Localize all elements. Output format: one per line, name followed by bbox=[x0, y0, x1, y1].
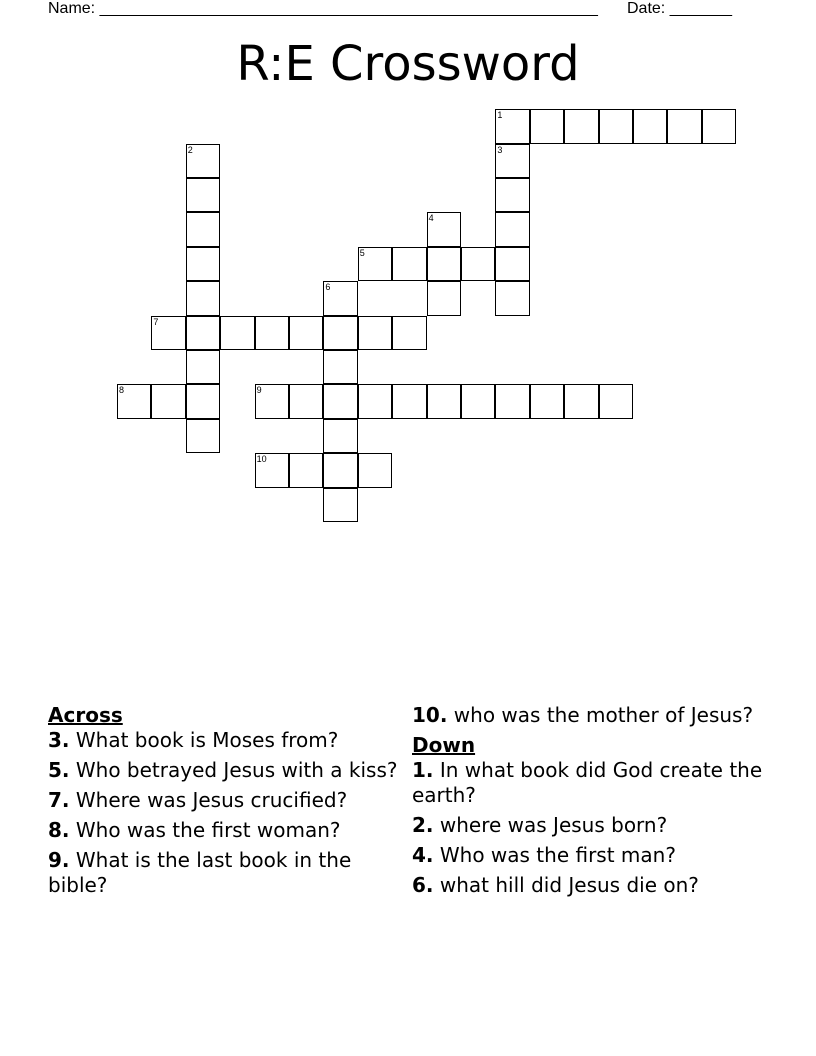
down-clue-1 bbox=[412, 758, 772, 808]
grid-cell[interactable] bbox=[186, 178, 220, 212]
grid-cell[interactable] bbox=[186, 316, 220, 350]
cell-number: 6 bbox=[325, 282, 331, 293]
grid-cell[interactable] bbox=[564, 109, 598, 143]
cell-number: 7 bbox=[153, 316, 159, 327]
grid-cell[interactable] bbox=[255, 453, 289, 487]
grid-cell[interactable] bbox=[599, 384, 633, 418]
grid-cell[interactable] bbox=[151, 316, 185, 350]
grid-cell[interactable] bbox=[323, 281, 357, 315]
across-clue-5 bbox=[48, 758, 398, 783]
grid-cell[interactable] bbox=[323, 350, 357, 384]
grid-cell[interactable] bbox=[323, 453, 357, 487]
grid-cell[interactable] bbox=[599, 109, 633, 143]
grid-cell[interactable] bbox=[427, 247, 461, 281]
cell-number: 8 bbox=[119, 385, 125, 396]
clue-number: 10. bbox=[412, 703, 448, 727]
grid-cell[interactable] bbox=[151, 384, 185, 418]
across-clue-3 bbox=[48, 728, 398, 753]
clue-text: Who was the first woman? bbox=[69, 818, 341, 842]
grid-cell[interactable] bbox=[358, 384, 392, 418]
grid-cell[interactable] bbox=[186, 350, 220, 384]
grid-cell[interactable] bbox=[495, 144, 529, 178]
clue-number: 7. bbox=[48, 788, 70, 812]
cell-number: 10 bbox=[256, 454, 267, 465]
grid-cell[interactable] bbox=[633, 109, 667, 143]
grid-cell[interactable] bbox=[186, 144, 220, 178]
across-heading: Across bbox=[48, 703, 123, 727]
grid-cell[interactable] bbox=[667, 109, 701, 143]
cell-number: 4 bbox=[428, 213, 434, 224]
grid-cell[interactable] bbox=[186, 281, 220, 315]
clue-text: In what book did God create the earth? bbox=[412, 758, 763, 807]
grid-cell[interactable] bbox=[289, 384, 323, 418]
grid-cell[interactable] bbox=[392, 384, 426, 418]
grid-cell[interactable] bbox=[358, 247, 392, 281]
clues-left-column bbox=[48, 703, 398, 903]
grid-cell[interactable] bbox=[323, 384, 357, 418]
clue-text: Who betrayed Jesus with a kiss? bbox=[69, 758, 398, 782]
grid-cell[interactable] bbox=[427, 212, 461, 246]
grid-cell[interactable] bbox=[392, 247, 426, 281]
cell-number: 3 bbox=[497, 144, 503, 155]
page-title: R:E Crossword bbox=[236, 36, 580, 92]
grid-cell[interactable] bbox=[186, 247, 220, 281]
grid-cell[interactable] bbox=[427, 384, 461, 418]
grid-cell[interactable] bbox=[427, 281, 461, 315]
grid-cell[interactable] bbox=[495, 109, 529, 143]
clue-text: What book is Moses from? bbox=[69, 728, 339, 752]
across-clue-9 bbox=[48, 848, 398, 898]
grid-cell[interactable] bbox=[495, 384, 529, 418]
cell-number: 2 bbox=[187, 144, 193, 155]
grid-cell[interactable] bbox=[220, 316, 254, 350]
across-clue-8 bbox=[48, 818, 398, 843]
grid-cell[interactable] bbox=[461, 247, 495, 281]
cell-number: 9 bbox=[256, 385, 262, 396]
grid-cell[interactable] bbox=[186, 384, 220, 418]
clue-text: Where was Jesus crucified? bbox=[69, 788, 348, 812]
cell-number: 5 bbox=[359, 247, 365, 258]
grid-cell[interactable] bbox=[323, 419, 357, 453]
grid-cell[interactable] bbox=[358, 453, 392, 487]
clue-text: where was Jesus born? bbox=[433, 813, 668, 837]
clue-number: 8. bbox=[48, 818, 70, 842]
grid-cell[interactable] bbox=[186, 419, 220, 453]
grid-cell[interactable] bbox=[392, 316, 426, 350]
name-field-label: Name: ________________________________________________________ bbox=[48, 0, 598, 17]
clue-number: 6. bbox=[412, 873, 434, 897]
grid-cell[interactable] bbox=[461, 384, 495, 418]
clue-number: 1. bbox=[412, 758, 434, 782]
clue-number: 5. bbox=[48, 758, 70, 782]
grid-cell[interactable] bbox=[255, 316, 289, 350]
grid-cell[interactable] bbox=[117, 384, 151, 418]
across-clue-10 bbox=[412, 703, 772, 728]
grid-cell[interactable] bbox=[530, 384, 564, 418]
down-clue-6 bbox=[412, 873, 772, 898]
clue-text: who was the mother of Jesus? bbox=[447, 703, 754, 727]
clue-number: 2. bbox=[412, 813, 434, 837]
grid-cell[interactable] bbox=[289, 453, 323, 487]
clues-right-column bbox=[412, 703, 772, 903]
clue-number: 4. bbox=[412, 843, 434, 867]
date-field-label: Date: _______ bbox=[627, 0, 732, 17]
clue-text: Who was the first man? bbox=[433, 843, 676, 867]
grid-cell[interactable] bbox=[564, 384, 598, 418]
grid-cell[interactable] bbox=[289, 316, 323, 350]
across-clue-7 bbox=[48, 788, 398, 813]
down-clue-4 bbox=[412, 843, 772, 868]
grid-cell[interactable] bbox=[186, 212, 220, 246]
grid-cell[interactable] bbox=[323, 316, 357, 350]
grid-cell[interactable] bbox=[358, 316, 392, 350]
grid-cell[interactable] bbox=[495, 212, 529, 246]
grid-cell[interactable] bbox=[255, 384, 289, 418]
clue-number: 9. bbox=[48, 848, 70, 872]
grid-cell[interactable] bbox=[495, 281, 529, 315]
down-heading: Down bbox=[412, 733, 476, 757]
clue-text: what hill did Jesus die on? bbox=[433, 873, 699, 897]
cell-number: 1 bbox=[497, 110, 503, 121]
grid-cell[interactable] bbox=[530, 109, 564, 143]
grid-cell[interactable] bbox=[323, 488, 357, 522]
down-clue-2 bbox=[412, 813, 772, 838]
grid-cell[interactable] bbox=[495, 178, 529, 212]
clue-text: What is the last book in the bible? bbox=[48, 848, 352, 897]
grid-cell[interactable] bbox=[702, 109, 736, 143]
clue-number: 3. bbox=[48, 728, 70, 752]
grid-cell[interactable] bbox=[495, 247, 529, 281]
